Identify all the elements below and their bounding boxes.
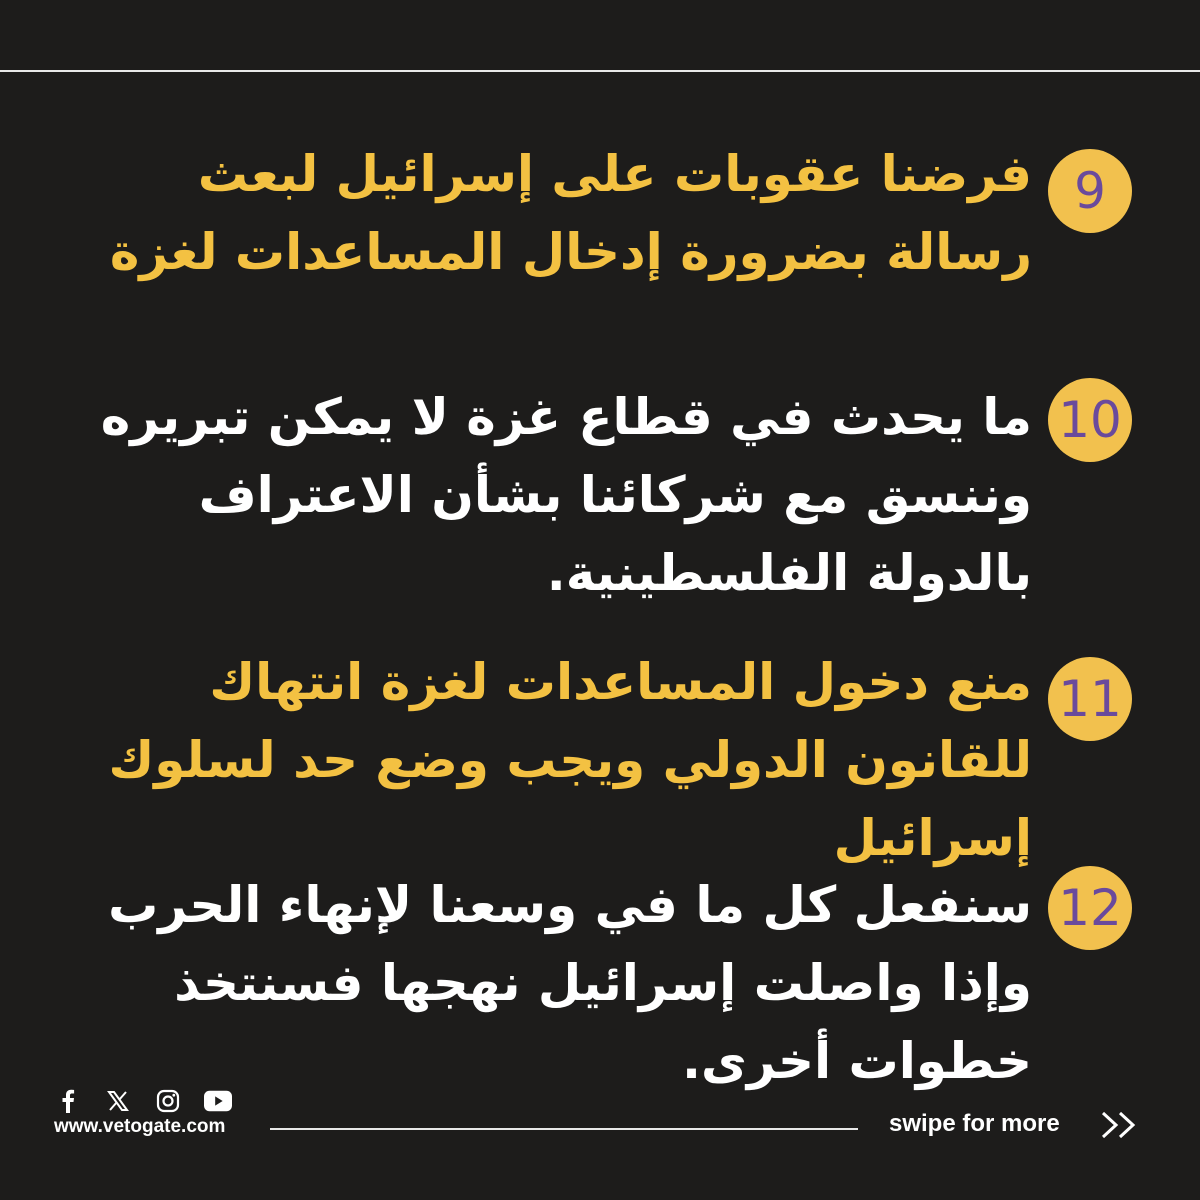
number-badge: 12 [1048, 866, 1132, 950]
statement-item-12 [52, 866, 1132, 1100]
statement-item-9 [52, 135, 1132, 291]
social-links [54, 1087, 232, 1115]
youtube-icon[interactable] [204, 1087, 232, 1115]
statement-text: منع دخول المساعدات لغزة انتهاك للقانون الدولي ويجب وضع حد لسلوك إسرائيل [108, 653, 1032, 867]
number-badge: 10 [1048, 378, 1132, 462]
x-icon[interactable] [104, 1087, 132, 1115]
statement-item-10 [52, 378, 1132, 612]
top-divider [0, 70, 1200, 72]
statement-text: ما يحدث في قطاع غزة لا يمكن تبريره وننسق مع شركائنا بشأن الاعتراف بالدولة الفلسطينية. [100, 388, 1032, 602]
double-chevron-right-icon[interactable] [1100, 1110, 1142, 1140]
statement-text: فرضنا عقوبات على إسرائيل لبعث رسالة بضرورة إدخال المساعدات لغزة [109, 145, 1032, 281]
facebook-icon[interactable] [54, 1087, 82, 1115]
number-badge: 11 [1048, 657, 1132, 741]
footer-divider [270, 1128, 858, 1130]
swipe-label: swipe for more [889, 1110, 1060, 1137]
number-badge: 9 [1048, 149, 1132, 233]
statement-text: سنفعل كل ما في وسعنا لإنهاء الحرب وإذا واصلت إسرائيل نهجها فسنتخذ خطوات أخرى. [108, 876, 1032, 1090]
website-link[interactable]: www.vetogate.com [54, 1116, 226, 1137]
instagram-icon[interactable] [154, 1087, 182, 1115]
statement-item-11 [52, 643, 1132, 877]
